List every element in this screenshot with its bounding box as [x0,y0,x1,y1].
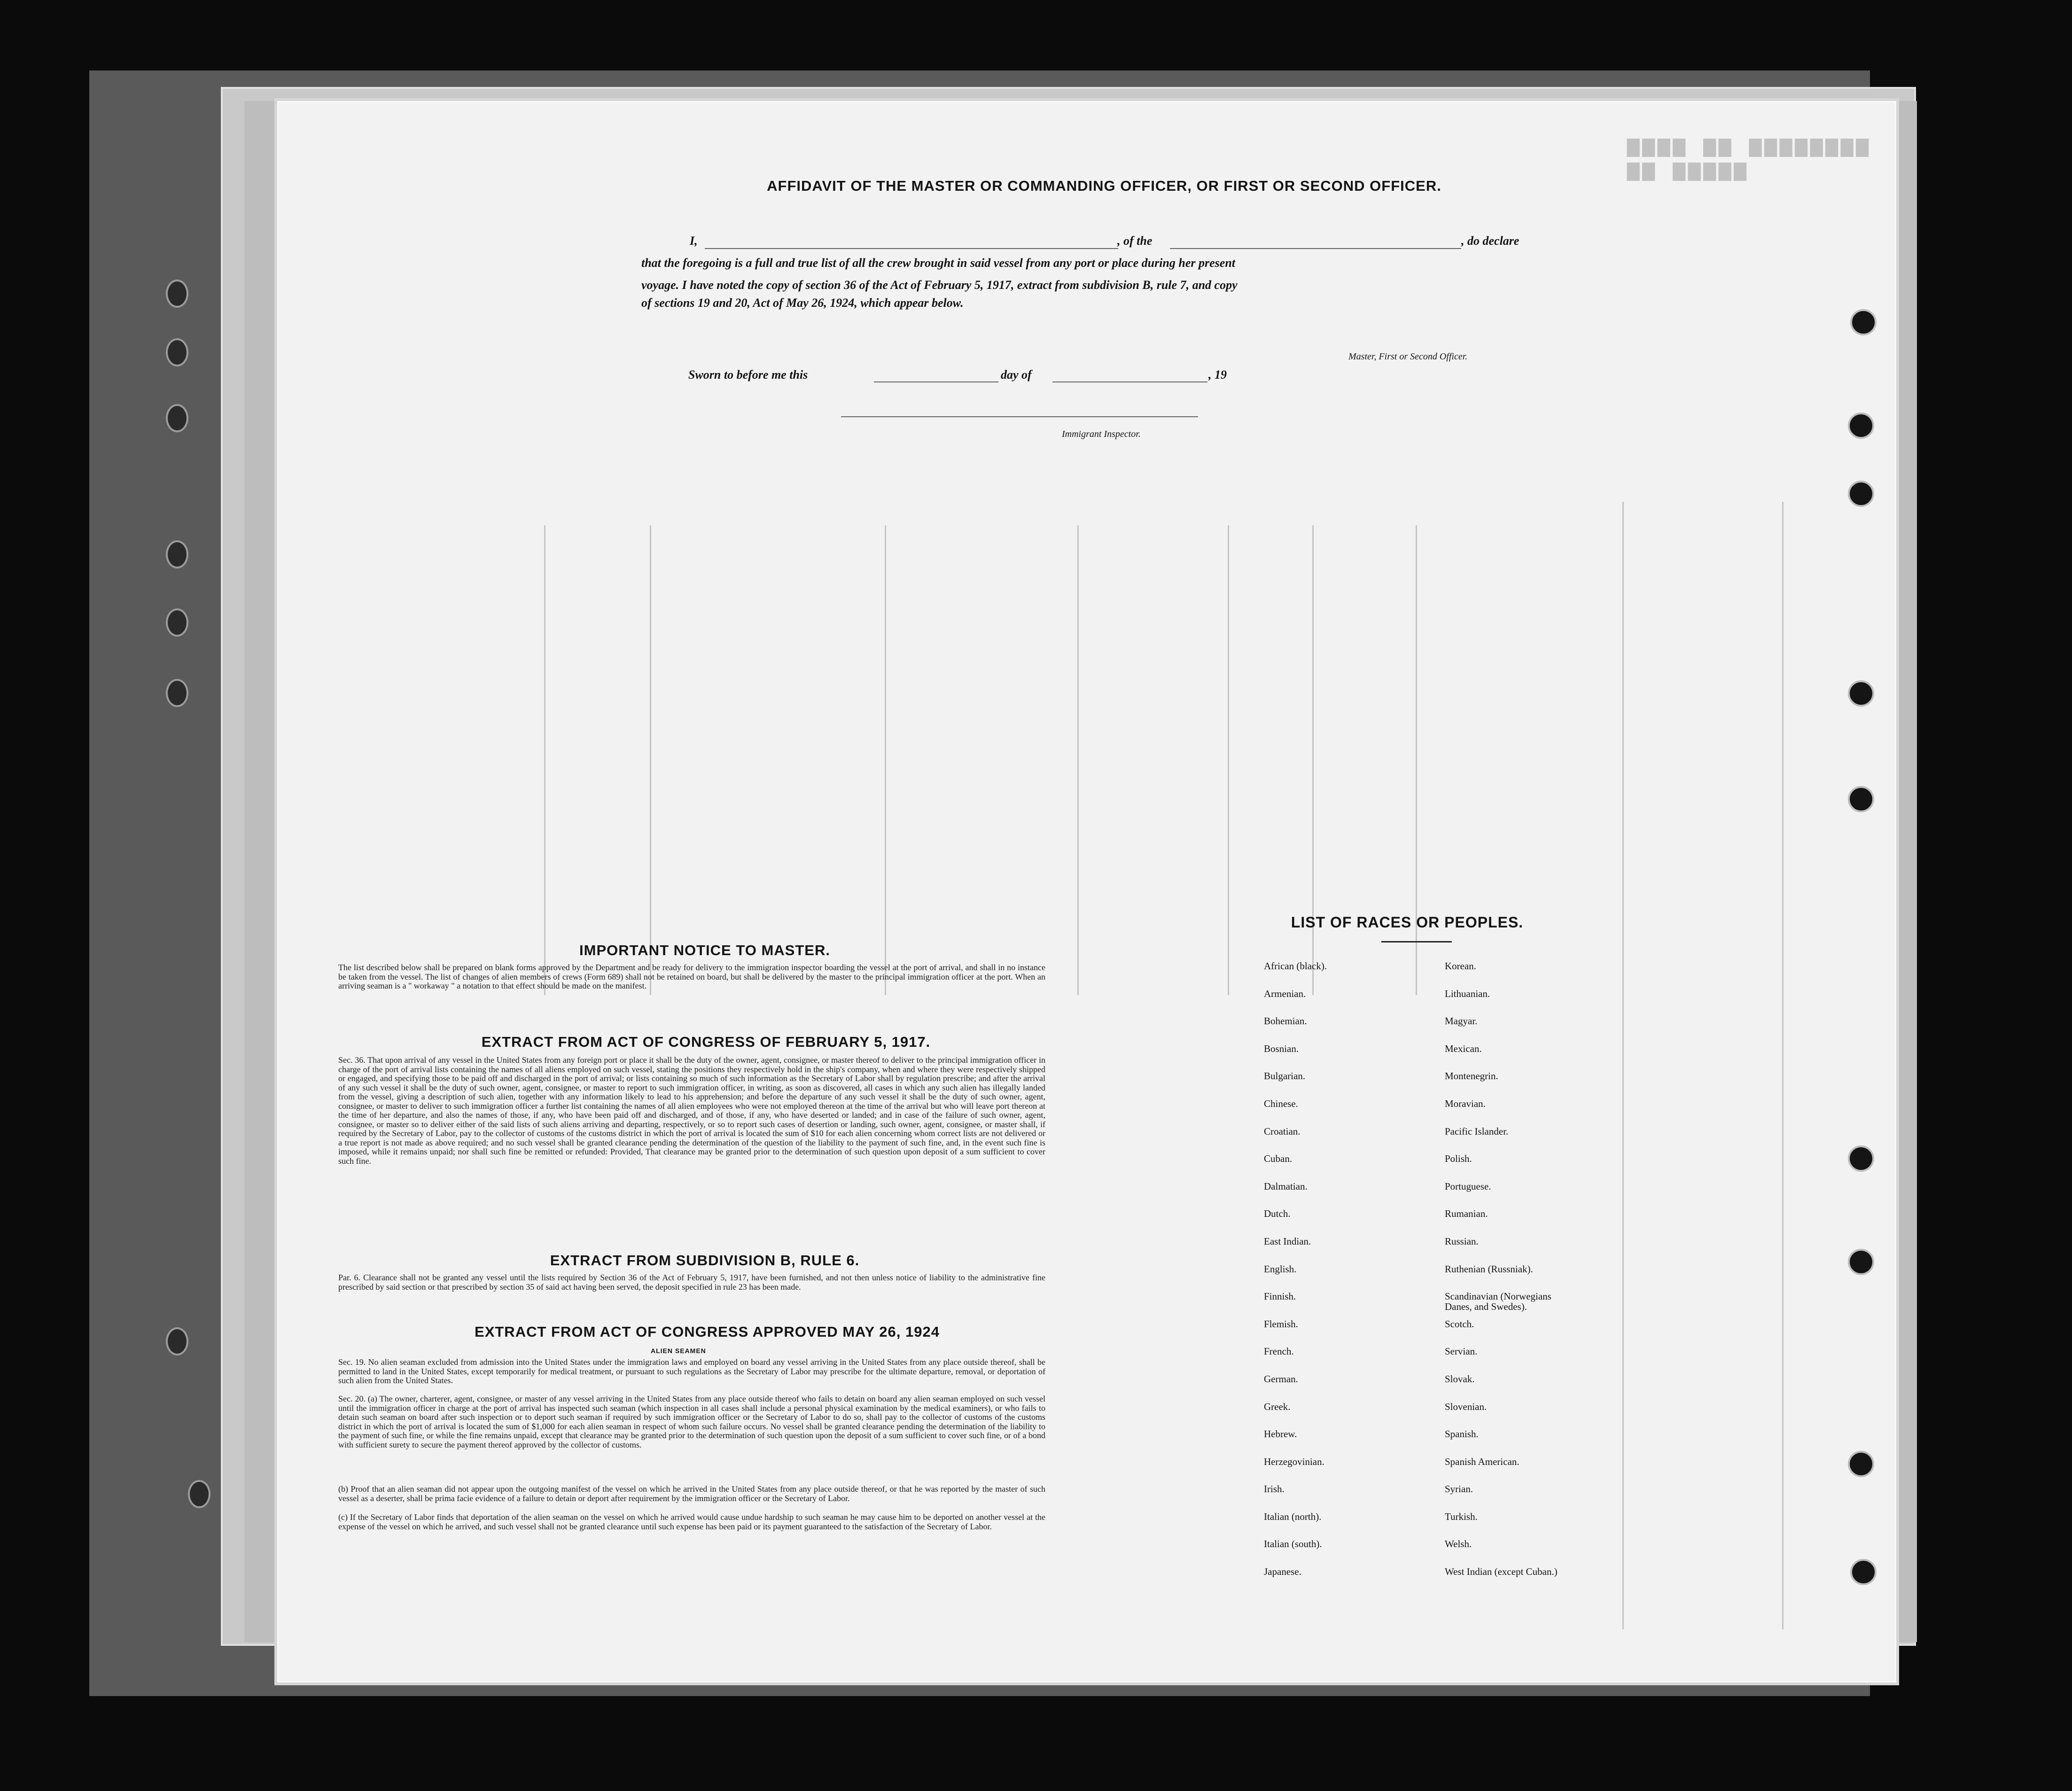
binder-hole-icon [166,338,188,366]
race-item: Italian (north). [1264,1511,1322,1522]
races-title: LIST OF RACES OR PEOPLES. [1291,914,1524,931]
race-item: Scotch. [1445,1318,1474,1330]
sec20b-text: (b) Proof that an alien seaman did not appear upon the outgoing manifest of the vessel on which he arrived in the United States from any place outside thereof, or that he was reported by the master of such vessel as a deserter, shall be prima facie evidence of a failure to detain or deport after requirement by the immigration officer or the Secretary of Labor. [338,1484,1045,1503]
binder-hole-icon [166,280,188,308]
race-item: Portuguese. [1445,1180,1491,1192]
extract-1917-title: EXTRACT FROM ACT OF CONGRESS OF FEBRUARY 5, 1917. [481,1034,931,1050]
race-item: Servian. [1445,1346,1478,1357]
bleed-column-line [650,525,651,995]
sworn-label: Sworn to before me this [688,368,808,382]
race-item: Armenian. [1264,988,1306,999]
race-item: Hebrew. [1264,1428,1297,1440]
binder-hole-icon [1848,481,1874,507]
alien-seamen-subtitle: ALIEN SEAMEN [651,1347,706,1355]
race-item: Russian. [1445,1235,1479,1247]
affidavit-i-label: I, [690,234,698,248]
race-item: Bosnian. [1264,1043,1299,1054]
binder-hole-icon [166,1327,188,1355]
sec20a-text: Sec. 20. (a) The owner, charterer, agent, consignee, or master of any vessel arriving in the United States from any place outside thereof who fails to detain on board any alien seaman employed on such vessel until the immigration officer in charge at the port of arrival has inspected such seaman (which inspection in all cases shall include a personal physical examination by the medical examiners), or who fails to detain such seaman on board after such inspection or to deport such seaman if required by such immigration officer or the Secretary of Labor to do so, shall pay to the collector of customs of the customs district in which the port of arrival is located the sum of $1,000 for each alien seaman in respect of whom such failure occurs. No vessel shall be granted clearance pending the determination of the liability to the payment of such fine, or while the fine remains unpaid, except that clearance may be granted prior to the determination of such question upon the deposit of a sum sufficient to cover such fine, or of a bond with sufficient surety to secure the payment thereof approved by the collector of customs. [338,1394,1045,1449]
name-blank-line [705,248,1118,249]
race-item: Flemish. [1264,1318,1298,1330]
race-item: Korean. [1445,960,1477,972]
races-left-column [1264,961,1327,1594]
binder-hole-icon [1848,1145,1874,1172]
race-item: Dalmatian. [1264,1180,1308,1192]
race-item: Croatian. [1264,1125,1301,1137]
race-item: Rumanian. [1445,1208,1488,1220]
race-item: Japanese. [1264,1566,1301,1578]
race-item: Mexican. [1445,1043,1482,1054]
race-item: Lithuanian. [1445,988,1490,999]
race-item: Slovenian. [1445,1401,1487,1412]
race-item: German. [1264,1373,1298,1385]
race-item: East Indian. [1264,1235,1311,1247]
race-item: Moravian. [1445,1098,1486,1109]
race-item: Bulgarian. [1264,1070,1306,1082]
race-item: Finnish. [1264,1291,1296,1302]
bleed-column-line [1077,525,1079,995]
race-item: Polish. [1445,1153,1472,1165]
extract-rule6-title: EXTRACT FROM SUBDIVISION B, RULE 6. [550,1252,860,1269]
vessel-blank-line [1170,248,1461,249]
binder-hole-icon [1848,786,1874,812]
bleed-column-line [1622,502,1624,1629]
binder-hole-icon [1850,1559,1877,1585]
race-item: Ruthenian (Russniak). [1445,1263,1533,1275]
binder-hole-icon [188,1480,210,1508]
notice-text: The list described below shall be prepared on blank forms approved by the Department and be ready for delivery to the immigration inspector boarding the vessel at the port of arrival, and shall in no instance be taken from the vessel. The list of changes of alien members of crews (Form 689) shall not be retained on board, but shall be delivered by the master to the principal immigration officer at the port. When an arriving seaman is a " workaway " a notation to that effect should be made on the manifest. [338,963,1045,990]
bleed-column-line [544,525,545,995]
inspector-label: Immigrant Inspector. [1062,429,1141,439]
binder-hole-icon [1848,1249,1874,1275]
affidavit-of-the-label: , of the [1117,234,1153,248]
race-item: Italian (south). [1264,1538,1322,1550]
sec19-text: Sec. 19. No alien seaman excluded from admission into the United States under the immigration laws and employed on board any vessel arriving in the United States from any place outside thereof, shall be permitted to land in the United States, except temporarily for medical treatment, or pursuant to such regulations as the Secretary of Labor may prescribe for the ultimate departure, removal, or deportation of such alien from the United States. [338,1357,1045,1385]
binder-hole-icon [1848,680,1874,707]
sec20c-text: (c) If the Secretary of Labor finds that deportation of the alien seaman on the vessel on which he arrived would cause undue hardship to such seaman he may cause him to be deported on another vessel at the expense of the vessel on which he arrived, and such vessel shall not be granted clearance until such expense has been paid or its payment guaranteed to the satisfaction of the Secretary of Labor. [338,1512,1045,1531]
race-item: Cuban. [1264,1153,1293,1165]
race-item: Herzegovinian. [1264,1456,1324,1467]
race-item: Pacific Islander. [1445,1125,1509,1137]
binder-hole-icon [166,540,188,568]
affidavit-line-4: of sections 19 and 20, Act of May 26, 1924, which appear below. [641,296,964,310]
binder-hole-icon [1848,1451,1874,1477]
race-item: Dutch. [1264,1208,1291,1220]
extract-1924-title: EXTRACT FROM ACT OF CONGRESS APPROVED MAY 26, 1924 [475,1324,940,1340]
notice-title: IMPORTANT NOTICE TO MASTER. [579,942,830,958]
race-item: West Indian (except Cuban.) [1445,1566,1558,1578]
binder-hole-icon [1848,413,1874,439]
binder-hole-icon [166,679,188,707]
binder-hole-icon [166,608,188,637]
race-item: Turkish. [1445,1511,1478,1522]
bleed-through-text: ▆▆▆▆ ▆▆ ▆▆▆▆▆▆▆▆ ▆▆ ▆▆▆▆▆ [1627,133,1871,181]
race-item: Spanish American. [1445,1456,1519,1467]
extract-1917-text: Sec. 36. That upon arrival of any vessel in the United States from any foreign port or place it shall be the duty of the owner, agent, consignee, or master thereof to deliver to the principal immigration officer in charge of the port of arrival lists containing the names of all aliens employed on such vessel, stating the positions they respectively hold in the ship's company, when and where they were respectively shipped or engaged, and specifying those to be paid off and discharged in the port of arrival; or lists containing so much of such information as the Secretary of Labor shall by regulation prescribe; and after the arrival of any such vessel it shall be the duty of such owner, agent, consignee, or master to report to such immigration officer, in writing, as soon as discovered, all cases in which any such alien has illegally landed from the vessel, giving a description of such alien, together with any information likely to lead to his apprehension; and before the departure of any such vessel it shall be the duty of such owner, agent, consignee, or master to deliver to such immigration officer a further list containing the names of all alien employees who were not employed thereon at the time of the arrival but who will leave port thereon at the time of her departure, and also the names of those, if any, who have been paid off and discharged, and of those, if any, who have deserted or landed; and in case of the failure of such owner, agent, consignee, or master so to deliver either of the said lists of such aliens arriving and departing, respectively, or so to report such cases of desertion or landing, such owner, agent, consignee, or master shall, if required by the Secretary of Labor, pay to the collector of customs of the customs district in which the port of arrival is located the sum of $10 for each alien concerning whom correct lists are not delivered or a true report is not made as above required; and no such vessel shall be granted clearance pending the determination of the question of the liability to the payment of such fine, and, in the event such fine is imposed, while it remains unpaid; nor shall such fine be remitted or refunded: Provided, That clearance may be granted prior to the determination of such question upon deposit of a sum sufficient to cover such fine. [338,1055,1045,1166]
day-of-label: day of [1001,368,1032,382]
race-item: Magyar. [1445,1015,1478,1027]
race-item: English. [1264,1263,1297,1275]
race-item: Greek. [1264,1401,1291,1412]
bleed-column-line [1782,502,1784,1629]
master-signature-label: Master, First or Second Officer. [1348,351,1468,362]
races-title-rule [1381,941,1452,942]
extract-rule6-text: Par. 6. Clearance shall not be granted any vessel until the lists required by Section 36 of the Act of February 5, 1917, have been furnished, and not then unless notice of liability to the administrative fine prescribed by said section or that prescribed by section 35 of said act having been served, the deposit specified in rule 23 has been made. [338,1273,1045,1292]
race-item: Irish. [1264,1483,1285,1495]
bleed-column-line [1228,525,1229,995]
bleed-column-line [885,525,886,995]
binder-hole-icon [166,404,188,432]
race-item: Bohemian. [1264,1015,1307,1027]
race-item: Syrian. [1445,1483,1473,1495]
race-item: Montenegrin. [1445,1070,1498,1082]
race-item: Slovak. [1445,1373,1475,1385]
inspector-blank-line [841,416,1198,417]
race-item: Chinese. [1264,1098,1298,1109]
races-right-column [1445,961,1558,1594]
race-item: African (black). [1264,960,1327,972]
affidavit-line-2: that the foregoing is a full and true list of all the crew brought in said vessel from any port or place during her present [641,256,1236,270]
affidavit-do-declare-label: , do declare [1461,234,1519,248]
binder-hole-icon [1850,309,1877,335]
affidavit-title: AFFIDAVIT OF THE MASTER OR COMMANDING OFFICER, OR FIRST OR SECOND OFFICER. [767,178,1441,194]
year-label: , 19 [1208,368,1227,382]
race-item: French. [1264,1346,1294,1357]
race-item: Welsh. [1445,1538,1472,1550]
race-item: Spanish. [1445,1428,1479,1440]
race-item: Scandinavian (Norwegians Danes, and Swedes). [1445,1291,1551,1313]
affidavit-line-3: voyage. I have noted the copy of section 36 of the Act of February 5, 1917, extract from subdivision B, rule 7, and copy [641,278,1238,292]
